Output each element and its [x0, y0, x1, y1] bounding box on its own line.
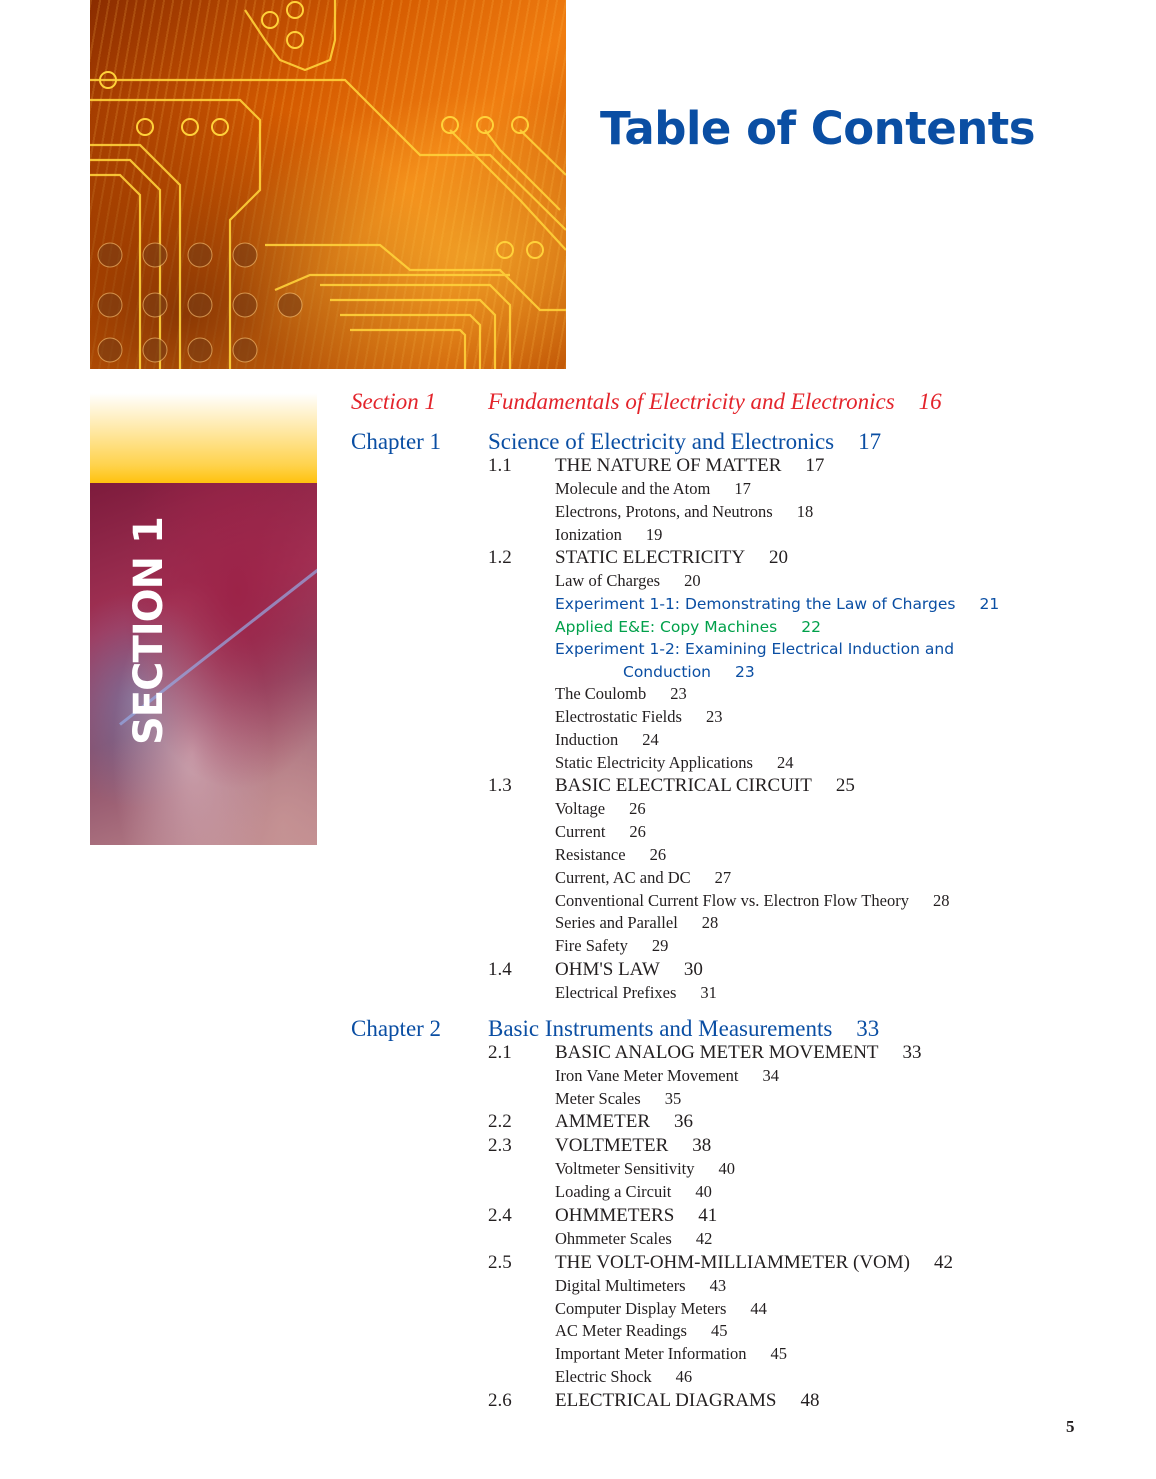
page-ref: 21: [979, 595, 1000, 614]
toc-subsection-row[interactable]: [351, 1041, 1111, 1065]
topic-title: Current, AC and DC 27: [555, 867, 732, 887]
toc-applied-row[interactable]: [351, 616, 1111, 639]
chapter-title: Basic Instruments and Measurements 33: [488, 1015, 880, 1041]
topic-title: Electrostatic Fields 23: [555, 706, 723, 726]
page-ref: 29: [651, 936, 669, 956]
page-ref: 27: [714, 867, 732, 887]
page-ref: 26: [629, 799, 646, 819]
section-label: Section 1: [351, 389, 436, 414]
subsection-number: 2.5: [488, 1251, 512, 1273]
subsection-title: OHM'S LAW 30: [555, 958, 703, 980]
topic-title: Digital Multimeters 43: [555, 1275, 727, 1295]
toc-topic-row[interactable]: [351, 1065, 1111, 1088]
topic-title: Induction 24: [555, 729, 659, 749]
page-ref: 16: [918, 389, 942, 414]
toc-topic-row[interactable]: [351, 524, 1111, 547]
subsection-number: 1.3: [488, 775, 512, 797]
section-tab-photo: [90, 483, 317, 845]
toc-topic-row[interactable]: [351, 706, 1111, 729]
topic-title: Ohmmeter Scales 42: [555, 1228, 713, 1248]
page-ref: 40: [695, 1182, 712, 1202]
page-ref: 48: [800, 1389, 820, 1411]
table-of-contents: [351, 388, 1111, 1413]
page-ref: 42: [934, 1251, 953, 1273]
toc-subsection-row[interactable]: [351, 1110, 1111, 1134]
toc-topic-row[interactable]: [351, 935, 1111, 958]
toc-topic-row[interactable]: [351, 570, 1111, 593]
page-ref: 20: [684, 571, 701, 591]
toc-subsection-row[interactable]: [351, 774, 1111, 798]
topic-title: AC Meter Readings 45: [555, 1321, 728, 1341]
toc-topic-row[interactable]: [351, 890, 1111, 913]
toc-experiment-continuation[interactable]: [351, 661, 1111, 684]
toc-experiment-row[interactable]: [351, 593, 1111, 616]
page-ref: 35: [664, 1088, 682, 1108]
page-ref: 20: [769, 547, 789, 569]
subsection-number: 1.1: [488, 455, 512, 476]
page-ref: 41: [698, 1204, 718, 1226]
topic-title: Computer Display Meters 44: [555, 1298, 767, 1318]
page-ref: 34: [762, 1065, 779, 1085]
toc-topic-row[interactable]: [351, 1320, 1111, 1343]
toc-subsection-row[interactable]: [351, 1134, 1111, 1158]
page-ref: 25: [835, 775, 855, 797]
subsection-number: 2.1: [488, 1041, 512, 1063]
topic-title: Ionization 19: [555, 524, 663, 544]
subsection-title: BASIC ANALOG METER MOVEMENT 33: [555, 1041, 922, 1063]
page-ref: 18: [796, 501, 814, 521]
section-tab-label: SECTION 1: [126, 517, 172, 745]
toc-topic-row[interactable]: [351, 1343, 1111, 1366]
toc-chapter-row[interactable]: [351, 1015, 1111, 1041]
page-ref: 26: [629, 822, 646, 842]
topic-title: The Coulomb 23: [555, 684, 687, 704]
toc-experiment-row[interactable]: [351, 638, 1111, 661]
page-ref: 24: [776, 752, 794, 772]
toc-topic-row[interactable]: [351, 821, 1111, 844]
topic-title: Law of Charges 20: [555, 571, 701, 591]
page-ref: 33: [856, 1015, 880, 1041]
toc-subsection-row[interactable]: [351, 546, 1111, 570]
topic-title: Conventional Current Flow vs. Electron Flow Theory 28: [555, 890, 950, 910]
page-ref: 23: [705, 706, 723, 726]
toc-topic-row[interactable]: [351, 752, 1111, 775]
chapter-label: Chapter 2: [351, 1015, 442, 1041]
page-ref: 23: [735, 662, 755, 681]
subsection-title: THE VOLT-OHM-MILLIAMMETER (VOM) 42: [555, 1251, 953, 1273]
page-ref: 23: [670, 684, 687, 704]
toc-topic-row[interactable]: [351, 501, 1111, 524]
topic-title: Electrons, Protons, and Neutrons 18: [555, 501, 814, 521]
experiment-title-continued: Conduction 23: [623, 662, 755, 681]
chapter-title: Science of Electricity and Electronics 17: [488, 429, 882, 454]
toc-section-row[interactable]: [351, 388, 1111, 428]
toc-topic-row[interactable]: [351, 867, 1111, 890]
toc-topic-row[interactable]: [351, 798, 1111, 821]
page-ref: 24: [642, 729, 659, 749]
toc-subsection-row[interactable]: [351, 1204, 1111, 1228]
topic-title: Electric Shock 46: [555, 1366, 693, 1386]
topic-title: Voltmeter Sensitivity 40: [555, 1159, 735, 1179]
experiment-title: Experiment 1-2: Examining Electrical Induction and: [555, 640, 955, 659]
page-ref: 36: [674, 1111, 693, 1133]
toc-topic-row[interactable]: [351, 1088, 1111, 1111]
circuit-traces-icon: [90, 0, 566, 369]
subsection-title: STATIC ELECTRICITY 20: [555, 547, 789, 569]
subsection-number: 1.2: [488, 547, 512, 569]
page-ref: 17: [805, 455, 825, 476]
subsection-title: THE NATURE OF MATTER 17: [555, 455, 825, 476]
page-ref: 17: [734, 479, 751, 498]
toc-subsection-row[interactable]: [351, 958, 1111, 982]
topic-title: Static Electricity Applications 24: [555, 752, 794, 772]
page-ref: 22: [801, 617, 821, 636]
subsection-title: VOLTMETER 38: [555, 1135, 712, 1157]
toc-topic-row[interactable]: [351, 844, 1111, 867]
toc-topic-row[interactable]: [351, 912, 1111, 935]
page-ref: 28: [701, 913, 719, 933]
toc-topic-row[interactable]: [351, 1228, 1111, 1251]
page-ref: 30: [683, 958, 703, 980]
toc-topic-row[interactable]: [351, 1181, 1111, 1204]
toc-topic-row[interactable]: [351, 683, 1111, 706]
toc-topic-row[interactable]: [351, 982, 1111, 1005]
topic-title: Series and Parallel 28: [555, 913, 719, 933]
page-ref: 17: [858, 429, 882, 454]
toc-topic-row[interactable]: [351, 478, 1111, 501]
subsection-title: AMMETER 36: [555, 1111, 693, 1133]
toc-topic-row[interactable]: [351, 729, 1111, 752]
circuit-board-image: [90, 0, 566, 369]
subsection-number: 2.6: [488, 1389, 512, 1411]
page-ref: 33: [902, 1041, 922, 1063]
page-ref: 19: [645, 524, 663, 544]
section-tab: [90, 393, 317, 845]
subsection-title: BASIC ELECTRICAL CIRCUIT 25: [555, 775, 855, 797]
topic-title: Fire Safety 29: [555, 936, 669, 956]
subsection-title: OHMMETERS 41: [555, 1204, 718, 1226]
toc-chapter-row[interactable]: [351, 428, 1111, 454]
page-ref: 26: [649, 844, 667, 864]
page-ref: 45: [770, 1344, 788, 1364]
toc-subsection-row[interactable]: [351, 1389, 1111, 1413]
toc-subsection-row[interactable]: [351, 454, 1111, 478]
topic-title: Electrical Prefixes 31: [555, 982, 717, 1002]
toc-topic-row[interactable]: [351, 1366, 1111, 1389]
page-ref: 43: [709, 1275, 727, 1295]
section-tab-gold-band: [90, 393, 317, 483]
toc-topic-row[interactable]: [351, 1275, 1111, 1298]
topic-title: Iron Vane Meter Movement 34: [555, 1065, 779, 1085]
topic-title: Meter Scales 35: [555, 1088, 682, 1108]
topic-title: Voltage 26: [555, 799, 646, 819]
page-ref: 42: [695, 1228, 713, 1248]
toc-topic-row[interactable]: [351, 1158, 1111, 1181]
page-ref: 44: [750, 1298, 767, 1318]
toc-topic-row[interactable]: [351, 1298, 1111, 1321]
topic-title: Molecule and the Atom 17: [555, 479, 751, 498]
page-ref: 28: [932, 890, 950, 910]
subsection-number: 1.4: [488, 958, 512, 980]
topic-title: Loading a Circuit 40: [555, 1182, 712, 1202]
page-number: 5: [1066, 1417, 1075, 1436]
subsection-number: 2.2: [488, 1111, 512, 1133]
chapter-label: Chapter 1: [351, 429, 442, 454]
topic-title: Important Meter Information 45: [555, 1344, 788, 1364]
page-ref: 46: [675, 1366, 693, 1386]
topic-title: Current 26: [555, 822, 646, 842]
experiment-title: Experiment 1-1: Demonstrating the Law of Charges 21: [555, 595, 1000, 614]
section-title: Fundamentals of Electricity and Electronics 16: [488, 389, 942, 414]
page-ref: 45: [710, 1321, 728, 1341]
subsection-number: 2.3: [488, 1135, 512, 1157]
applied-title: Applied E&E: Copy Machines 22: [555, 617, 821, 636]
page-title: Table of Contents: [600, 102, 1036, 155]
subsection-title: ELECTRICAL DIAGRAMS 48: [555, 1389, 820, 1411]
topic-title: Resistance 26: [555, 844, 667, 864]
page-ref: 31: [700, 982, 717, 1002]
subsection-number: 2.4: [488, 1204, 512, 1226]
page-ref: 38: [692, 1135, 712, 1157]
page-ref: 40: [718, 1159, 735, 1179]
toc-subsection-row[interactable]: [351, 1251, 1111, 1275]
spacer: [351, 1005, 1111, 1015]
